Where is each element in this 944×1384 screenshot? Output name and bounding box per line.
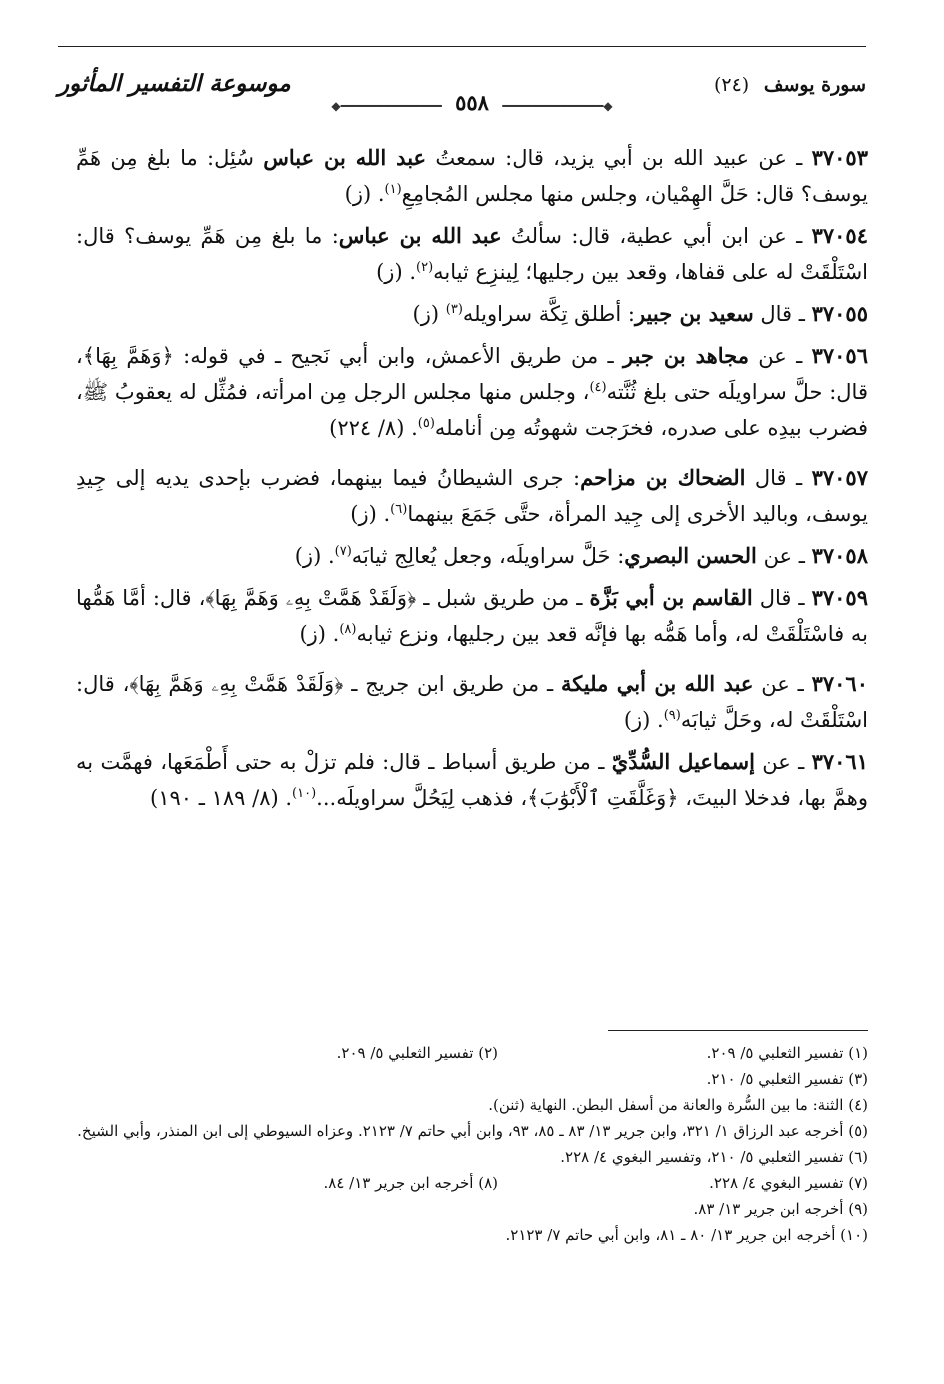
footnote-ref[interactable]: (٤) bbox=[589, 380, 607, 395]
narrator-name: سعيد بن جبير bbox=[634, 301, 754, 326]
footnote-10: (١٠) أخرجه ابن جرير ١٣/ ٨٠ ـ ٨١، وابن أبي حاتم ٧/ ٢١٢٣. bbox=[505, 1226, 868, 1244]
narrator-name: القاسم بن أبي بَزَّة bbox=[589, 585, 753, 610]
footnote-row bbox=[76, 1040, 868, 1066]
header-rule bbox=[58, 46, 866, 47]
footnote-ref[interactable]: (٧) bbox=[334, 544, 352, 559]
footnote-ref[interactable]: (٨) bbox=[339, 622, 357, 637]
footnote-2: (٢) تفسير الثعلبي ٥/ ٢٠٩. bbox=[336, 1044, 498, 1062]
entry-number: ٣٧٠٥٥ bbox=[811, 301, 868, 326]
entry-37060: ٣٧٠٦٠ ـ عن عبد الله بن أبي مليكة ـ من طريق ابن جريج ـ ﴿وَلَقَدْ هَمَّتْ بِهِۦ وَهَمَّ بِهَا﴾، قال: اسْتَلْقَتْ له، وحَلَّ ثيابَه$^{(٩)}$. (ز) bbox=[76, 671, 868, 732]
page-number-value: ٥٥٨ bbox=[449, 90, 495, 115]
page-number: ◆━━━━━━━━━━━━━━ ٥٥٨ ━━━━━━━━━━━━━━◆ bbox=[331, 90, 613, 115]
footnote-9: (٩) أخرجه ابن جرير ١٣/ ٨٣. bbox=[693, 1200, 868, 1218]
entry-number: ٣٧٠٥٧ bbox=[811, 465, 868, 490]
footnotes bbox=[76, 1040, 868, 1248]
entry-number: ٣٧٠٥٤ bbox=[811, 223, 868, 248]
cross-ref: (ز) bbox=[294, 544, 322, 568]
footnote-6: (٦) تفسير الثعلبي ٥/ ٢١٠، وتفسير البغوي ٤/ ٢٢٨. bbox=[560, 1148, 868, 1166]
entry-37061: ٣٧٠٦١ ـ عن إسماعيل السُّدِّيّ ـ من طريق أسباط ـ قال: فلم تزلْ به حتى أَطْمَعَها، فهمَّت به وهمَّ بها، فدخلا البيتَ، ﴿وَغَلَّقَتِ ٱلْأَبْوَٰبَ﴾، فذهب لِيَحُلَّ سراويلَه...$^{(١٠)}$. (٨/ ١٨٩ ـ ١٩٠) bbox=[76, 749, 868, 810]
footnote-ref[interactable]: (١) bbox=[384, 182, 402, 197]
entry-number: ٣٧٠٥٨ bbox=[811, 543, 868, 568]
footnote-divider bbox=[608, 1030, 868, 1031]
footnote-7: (٧) تفسير البغوي ٤/ ٢٢٨. bbox=[709, 1174, 868, 1192]
entry-37056: ٣٧٠٥٦ ـ عن مجاهد بن جبر ـ من طريق الأعمش، وابن أبي نَجيح ـ في قوله: ﴿وَهَمَّ بِهَا﴾، قال: حلَّ سراويلَه حتى بلغ ثُنَّته$^{(٤)}$، وجلس منها مجلس الرجل مِن امرأته، فمُثِّل له يعقوبُ ﷺ، فضرب بيدِه على صدره، فخرَجت شهوتُه مِن أنامله$^{(٥)}$. (٨/ ٢٢٤) bbox=[76, 343, 868, 440]
cross-ref: (ز) bbox=[412, 302, 440, 326]
surah-number: (٢٤) bbox=[713, 74, 750, 96]
narrator-name: عبد الله بن عباس bbox=[338, 223, 502, 248]
footnote-ref[interactable]: (١٠) bbox=[292, 786, 317, 801]
cross-ref: (ز) bbox=[299, 622, 326, 646]
entry-37055: ٣٧٠٥٥ ـ قال سعيد بن جبير: أطلق تِكَّة سراويله$^{(٣)}$ (ز) bbox=[412, 301, 868, 326]
footnote-ref[interactable]: (٦) bbox=[390, 502, 408, 517]
cross-ref: (٨/ ١٨٩ ـ ١٩٠) bbox=[150, 786, 279, 810]
footnote-8: (٨) أخرجه ابن جرير ١٣/ ٨٤. bbox=[323, 1174, 498, 1192]
entry-number: ٣٧٠٦٠ bbox=[811, 671, 868, 696]
surah-name: سورة يوسف bbox=[763, 74, 866, 96]
footnote-row bbox=[76, 1170, 868, 1196]
entry-number: ٣٧٠٥٦ bbox=[811, 343, 868, 368]
footnote-ref[interactable]: (٩) bbox=[663, 708, 681, 723]
footnote-4: (٤) الثنة: ما بين السُّرة والعانة من أسفل البطن. النهاية (ثنن). bbox=[488, 1096, 868, 1114]
entry-37058: ٣٧٠٥٨ ـ عن الحسن البصري: حَلَّ سراويلَه، وجعل يُعالِج ثيابَه$^{(٧)}$. (ز) bbox=[294, 543, 868, 568]
narrator-name: الحسن البصري bbox=[624, 543, 757, 568]
footnote-5: (٥) أخرجه عبد الرزاق ١/ ٣٢١، وابن جرير ١٣/ ٨٣ ـ ٨٥، ٩٣، وابن أبي حاتم ٧/ ٢١٢٣. وعزاه السيوطي إلى ابن المنذر، وأبي الشيخ. bbox=[77, 1122, 868, 1140]
book-title: موسوعة التفسير المأثور bbox=[58, 70, 291, 97]
entry-number: ٣٧٠٥٣ bbox=[811, 145, 868, 170]
entry-number: ٣٧٠٥٩ bbox=[811, 585, 868, 610]
cross-ref: (ز) bbox=[623, 708, 651, 732]
cross-ref: (٨/ ٢٢٤) bbox=[329, 416, 405, 440]
narrator-name: عبد الله بن أبي مليكة bbox=[560, 671, 754, 696]
narrator-name: مجاهد بن جبر bbox=[623, 343, 749, 368]
footnote-ref[interactable]: (٢) bbox=[416, 260, 434, 275]
footnote-1: (١) تفسير الثعلبي ٥/ ٢٠٩. bbox=[706, 1044, 868, 1062]
entry-37059: ٣٧٠٥٩ ـ قال القاسم بن أبي بَزَّة ـ من طريق شبل ـ ﴿وَلَقَدْ هَمَّتْ بِهِۦ وَهَمَّ بِهَا﴾، قال: أمَّا هَمُّها به فاسْتَلْقَتْ له، وأما هَمُّه بها فإنَّه قعد بين رجليها، ونزع ثيابه$^{(٨)}$. (ز) bbox=[76, 585, 868, 646]
footnote-ref[interactable]: (٥) bbox=[417, 416, 435, 431]
cross-ref: (ز) bbox=[350, 502, 377, 526]
cross-ref: (ز) bbox=[376, 260, 403, 284]
main-text bbox=[76, 140, 868, 822]
entry-37057: ٣٧٠٥٧ ـ قال الضحاك بن مزاحم: جرى الشيطانُ فيما بينهما، فضرب بإحدى يديه إلى جِيدِ يوسف، وباليد الأخرى إلى جِيد المرأة، حتَّى جَمَعَ بينهما$^{(٦)}$. (ز) bbox=[76, 465, 868, 526]
narrator-name: عبد الله بن عباس bbox=[263, 145, 427, 170]
footnote-ref[interactable]: (٣) bbox=[445, 302, 463, 317]
narrator-name: إسماعيل السُّدِّيّ bbox=[611, 749, 755, 774]
entry-number: ٣٧٠٦١ bbox=[811, 749, 868, 774]
entry-37054: ٣٧٠٥٤ ـ عن ابن أبي عطية، قال: سألتُ عبد الله بن عباس: ما بلغ مِن هَمِّ يوسف؟ قال: اسْتَلْقَتْ له على قفاها، وقعد بين رجليها؛ لِينزِع ثيابه$^{(٢)}$. (ز) bbox=[76, 223, 868, 284]
cross-ref: (ز) bbox=[344, 182, 372, 206]
entry-37053: ٣٧٠٥٣ ـ عن عبيد الله بن أبي يزيد، قال: سمعتُ عبد الله بن عباس سُئِل: ما بلغ مِن هَمِّ يوسف؟ قال: حَلَّ الهِمْيان، وجلس منها مجلس المُجامِعِ$^{(١)}$. (ز) bbox=[76, 145, 868, 206]
footnote-3: (٣) تفسير الثعلبي ٥/ ٢١٠. bbox=[706, 1070, 868, 1088]
narrator-name: الضحاك بن مزاحم bbox=[580, 465, 746, 490]
